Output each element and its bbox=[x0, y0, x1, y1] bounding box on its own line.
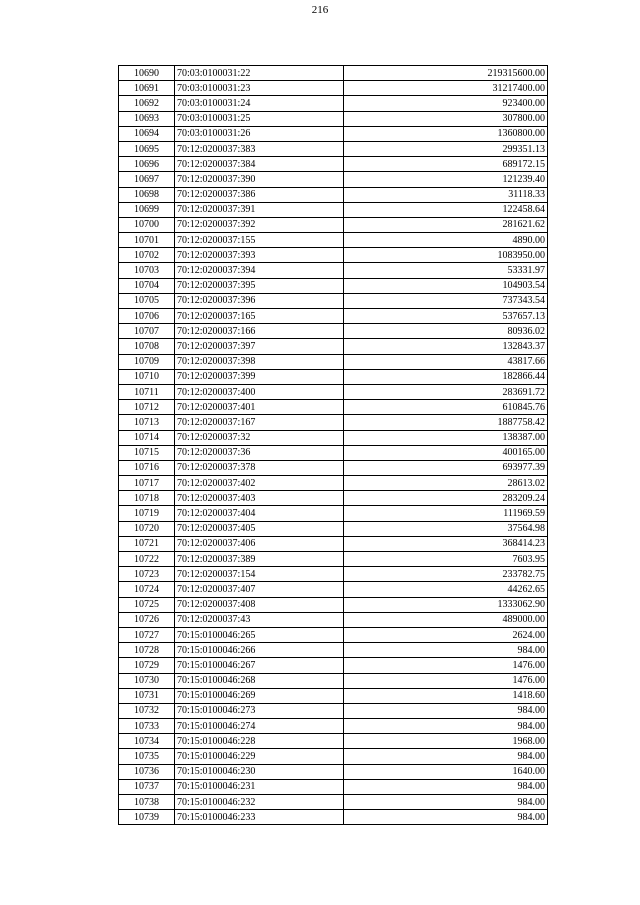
value-cell: 2624.00 bbox=[344, 627, 548, 642]
row-number-cell: 10711 bbox=[119, 384, 175, 399]
value-cell: 984.00 bbox=[344, 749, 548, 764]
cadastral-number-cell: 70:12:0200037:378 bbox=[175, 460, 344, 475]
table-row bbox=[119, 734, 548, 749]
cadastral-number-cell: 70:12:0200037:408 bbox=[175, 597, 344, 612]
value-cell: 43817.66 bbox=[344, 354, 548, 369]
cadastral-number-cell: 70:12:0200037:399 bbox=[175, 369, 344, 384]
row-number-cell: 10728 bbox=[119, 643, 175, 658]
row-number-cell: 10721 bbox=[119, 536, 175, 551]
table-row bbox=[119, 688, 548, 703]
row-number-cell: 10715 bbox=[119, 445, 175, 460]
row-number-cell: 10730 bbox=[119, 673, 175, 688]
cadastral-number-cell: 70:12:0200037:406 bbox=[175, 536, 344, 551]
row-number-cell: 10704 bbox=[119, 278, 175, 293]
cadastral-number-cell: 70:12:0200037:407 bbox=[175, 582, 344, 597]
cadastral-number-cell: 70:15:0100046:231 bbox=[175, 779, 344, 794]
table-row bbox=[119, 369, 548, 384]
cadastral-number-cell: 70:15:0100046:232 bbox=[175, 795, 344, 810]
table-row bbox=[119, 233, 548, 248]
table-row bbox=[119, 582, 548, 597]
value-cell: 28613.02 bbox=[344, 476, 548, 491]
table-row bbox=[119, 552, 548, 567]
value-cell: 219315600.00 bbox=[344, 66, 548, 81]
cadastral-number-cell: 70:12:0200037:392 bbox=[175, 217, 344, 232]
row-number-cell: 10716 bbox=[119, 460, 175, 475]
value-cell: 610845.76 bbox=[344, 400, 548, 415]
table-row bbox=[119, 202, 548, 217]
row-number-cell: 10706 bbox=[119, 309, 175, 324]
row-number-cell: 10702 bbox=[119, 248, 175, 263]
table-row bbox=[119, 400, 548, 415]
row-number-cell: 10718 bbox=[119, 491, 175, 506]
cadastral-number-cell: 70:12:0200037:390 bbox=[175, 172, 344, 187]
value-cell: 689172.15 bbox=[344, 157, 548, 172]
table-row bbox=[119, 172, 548, 187]
cadastral-number-cell: 70:12:0200037:167 bbox=[175, 415, 344, 430]
cadastral-number-cell: 70:12:0200037:395 bbox=[175, 278, 344, 293]
cadastral-number-cell: 70:12:0200037:393 bbox=[175, 248, 344, 263]
cadastral-number-cell: 70:12:0200037:397 bbox=[175, 339, 344, 354]
table-row bbox=[119, 521, 548, 536]
row-number-cell: 10717 bbox=[119, 476, 175, 491]
table-row bbox=[119, 627, 548, 642]
row-number-cell: 10697 bbox=[119, 172, 175, 187]
table-row bbox=[119, 658, 548, 673]
row-number-cell: 10724 bbox=[119, 582, 175, 597]
value-cell: 984.00 bbox=[344, 779, 548, 794]
value-cell: 1887758.42 bbox=[344, 415, 548, 430]
value-cell: 489000.00 bbox=[344, 612, 548, 627]
table-row bbox=[119, 81, 548, 96]
row-number-cell: 10708 bbox=[119, 339, 175, 354]
cadastral-number-cell: 70:12:0200037:383 bbox=[175, 141, 344, 156]
cadastral-number-cell: 70:15:0100046:266 bbox=[175, 643, 344, 658]
row-number-cell: 10703 bbox=[119, 263, 175, 278]
cadastral-number-cell: 70:15:0100046:269 bbox=[175, 688, 344, 703]
value-cell: 283691.72 bbox=[344, 384, 548, 399]
value-cell: 984.00 bbox=[344, 719, 548, 734]
cadastral-number-cell: 70:15:0100046:273 bbox=[175, 703, 344, 718]
table-row bbox=[119, 749, 548, 764]
cadastral-number-cell: 70:12:0200037:394 bbox=[175, 263, 344, 278]
cadastral-number-cell: 70:15:0100046:228 bbox=[175, 734, 344, 749]
cadastral-number-cell: 70:12:0200037:403 bbox=[175, 491, 344, 506]
row-number-cell: 10700 bbox=[119, 217, 175, 232]
row-number-cell: 10694 bbox=[119, 126, 175, 141]
table-row bbox=[119, 415, 548, 430]
cadastral-number-cell: 70:12:0200037:155 bbox=[175, 233, 344, 248]
table-row bbox=[119, 126, 548, 141]
value-cell: 1476.00 bbox=[344, 673, 548, 688]
cadastral-number-cell: 70:12:0200037:36 bbox=[175, 445, 344, 460]
row-number-cell: 10725 bbox=[119, 597, 175, 612]
cadastral-number-cell: 70:03:0100031:25 bbox=[175, 111, 344, 126]
table-row bbox=[119, 141, 548, 156]
table-row bbox=[119, 476, 548, 491]
cadastral-number-cell: 70:12:0200037:384 bbox=[175, 157, 344, 172]
table-row bbox=[119, 111, 548, 126]
value-cell: 44262.65 bbox=[344, 582, 548, 597]
value-cell: 984.00 bbox=[344, 810, 548, 825]
table-row bbox=[119, 491, 548, 506]
cadastral-number-cell: 70:12:0200037:165 bbox=[175, 309, 344, 324]
row-number-cell: 10692 bbox=[119, 96, 175, 111]
cadastral-number-cell: 70:12:0200037:166 bbox=[175, 324, 344, 339]
value-cell: 400165.00 bbox=[344, 445, 548, 460]
row-number-cell: 10727 bbox=[119, 627, 175, 642]
row-number-cell: 10732 bbox=[119, 703, 175, 718]
table-row bbox=[119, 157, 548, 172]
cadastral-number-cell: 70:12:0200037:391 bbox=[175, 202, 344, 217]
table-row bbox=[119, 719, 548, 734]
value-cell: 104903.54 bbox=[344, 278, 548, 293]
value-cell: 1418.60 bbox=[344, 688, 548, 703]
row-number-cell: 10707 bbox=[119, 324, 175, 339]
value-cell: 283209.24 bbox=[344, 491, 548, 506]
table-row bbox=[119, 293, 548, 308]
row-number-cell: 10690 bbox=[119, 66, 175, 81]
cadastral-number-cell: 70:03:0100031:26 bbox=[175, 126, 344, 141]
row-number-cell: 10734 bbox=[119, 734, 175, 749]
value-cell: 1333062.90 bbox=[344, 597, 548, 612]
cadastral-number-cell: 70:12:0200037:43 bbox=[175, 612, 344, 627]
row-number-cell: 10731 bbox=[119, 688, 175, 703]
cadastral-number-cell: 70:12:0200037:389 bbox=[175, 552, 344, 567]
value-cell: 233782.75 bbox=[344, 567, 548, 582]
table-row bbox=[119, 278, 548, 293]
value-cell: 1476.00 bbox=[344, 658, 548, 673]
cadastral-number-cell: 70:12:0200037:401 bbox=[175, 400, 344, 415]
row-number-cell: 10719 bbox=[119, 506, 175, 521]
cadastral-number-cell: 70:12:0200037:154 bbox=[175, 567, 344, 582]
value-cell: 7603.95 bbox=[344, 552, 548, 567]
cadastral-number-cell: 70:12:0200037:398 bbox=[175, 354, 344, 369]
row-number-cell: 10699 bbox=[119, 202, 175, 217]
value-cell: 368414.23 bbox=[344, 536, 548, 551]
cadastral-number-cell: 70:12:0200037:400 bbox=[175, 384, 344, 399]
value-cell: 984.00 bbox=[344, 703, 548, 718]
row-number-cell: 10713 bbox=[119, 415, 175, 430]
table-row bbox=[119, 354, 548, 369]
table-row bbox=[119, 309, 548, 324]
cadastral-number-cell: 70:12:0200037:396 bbox=[175, 293, 344, 308]
table-row bbox=[119, 597, 548, 612]
table-row bbox=[119, 567, 548, 582]
cadastral-number-cell: 70:12:0200037:404 bbox=[175, 506, 344, 521]
table-row bbox=[119, 263, 548, 278]
cadastral-number-cell: 70:03:0100031:23 bbox=[175, 81, 344, 96]
table-row bbox=[119, 643, 548, 658]
cadastral-number-cell: 70:12:0200037:386 bbox=[175, 187, 344, 202]
row-number-cell: 10691 bbox=[119, 81, 175, 96]
table-row bbox=[119, 248, 548, 263]
row-number-cell: 10714 bbox=[119, 430, 175, 445]
cadastral-number-cell: 70:12:0200037:402 bbox=[175, 476, 344, 491]
row-number-cell: 10696 bbox=[119, 157, 175, 172]
cadastral-number-cell: 70:15:0100046:265 bbox=[175, 627, 344, 642]
table-row bbox=[119, 703, 548, 718]
table-row bbox=[119, 324, 548, 339]
row-number-cell: 10695 bbox=[119, 141, 175, 156]
row-number-cell: 10705 bbox=[119, 293, 175, 308]
page-number: 216 bbox=[311, 4, 329, 16]
table-body bbox=[119, 66, 548, 825]
cadastral-number-cell: 70:12:0200037:405 bbox=[175, 521, 344, 536]
table-row bbox=[119, 460, 548, 475]
row-number-cell: 10698 bbox=[119, 187, 175, 202]
value-cell: 1083950.00 bbox=[344, 248, 548, 263]
row-number-cell: 10722 bbox=[119, 552, 175, 567]
value-cell: 299351.13 bbox=[344, 141, 548, 156]
table-row bbox=[119, 445, 548, 460]
cadastral-number-cell: 70:12:0200037:32 bbox=[175, 430, 344, 445]
row-number-cell: 10712 bbox=[119, 400, 175, 415]
cadastral-number-cell: 70:15:0100046:274 bbox=[175, 719, 344, 734]
value-cell: 31118.33 bbox=[344, 187, 548, 202]
value-cell: 984.00 bbox=[344, 643, 548, 658]
value-cell: 37564.98 bbox=[344, 521, 548, 536]
value-cell: 122458.64 bbox=[344, 202, 548, 217]
row-number-cell: 10709 bbox=[119, 354, 175, 369]
value-cell: 4890.00 bbox=[344, 233, 548, 248]
value-cell: 281621.62 bbox=[344, 217, 548, 232]
value-cell: 80936.02 bbox=[344, 324, 548, 339]
table-row bbox=[119, 779, 548, 794]
cadastral-number-cell: 70:15:0100046:268 bbox=[175, 673, 344, 688]
row-number-cell: 10710 bbox=[119, 369, 175, 384]
row-number-cell: 10733 bbox=[119, 719, 175, 734]
table-row bbox=[119, 66, 548, 81]
row-number-cell: 10726 bbox=[119, 612, 175, 627]
row-number-cell: 10720 bbox=[119, 521, 175, 536]
value-cell: 307800.00 bbox=[344, 111, 548, 126]
table-row bbox=[119, 536, 548, 551]
value-cell: 737343.54 bbox=[344, 293, 548, 308]
table-row bbox=[119, 384, 548, 399]
value-cell: 182866.44 bbox=[344, 369, 548, 384]
value-cell: 111969.59 bbox=[344, 506, 548, 521]
cadastral-number-cell: 70:15:0100046:229 bbox=[175, 749, 344, 764]
row-number-cell: 10723 bbox=[119, 567, 175, 582]
value-cell: 31217400.00 bbox=[344, 81, 548, 96]
row-number-cell: 10735 bbox=[119, 749, 175, 764]
row-number-cell: 10701 bbox=[119, 233, 175, 248]
value-cell: 1640.00 bbox=[344, 764, 548, 779]
value-cell: 132843.37 bbox=[344, 339, 548, 354]
row-number-cell: 10729 bbox=[119, 658, 175, 673]
row-number-cell: 10736 bbox=[119, 764, 175, 779]
table-row bbox=[119, 810, 548, 825]
table-row bbox=[119, 187, 548, 202]
table-row bbox=[119, 96, 548, 111]
table-row bbox=[119, 506, 548, 521]
table-row bbox=[119, 430, 548, 445]
row-number-cell: 10738 bbox=[119, 795, 175, 810]
table-row bbox=[119, 339, 548, 354]
value-cell: 1360800.00 bbox=[344, 126, 548, 141]
cadastral-number-cell: 70:03:0100031:24 bbox=[175, 96, 344, 111]
row-number-cell: 10693 bbox=[119, 111, 175, 126]
row-number-cell: 10739 bbox=[119, 810, 175, 825]
cadastral-number-cell: 70:15:0100046:233 bbox=[175, 810, 344, 825]
row-number-cell: 10737 bbox=[119, 779, 175, 794]
value-cell: 53331.97 bbox=[344, 263, 548, 278]
cadastral-value-table bbox=[118, 65, 548, 825]
cadastral-number-cell: 70:15:0100046:230 bbox=[175, 764, 344, 779]
value-cell: 984.00 bbox=[344, 795, 548, 810]
table-row bbox=[119, 612, 548, 627]
value-cell: 138387.00 bbox=[344, 430, 548, 445]
cadastral-number-cell: 70:15:0100046:267 bbox=[175, 658, 344, 673]
cadastral-number-cell: 70:03:0100031:22 bbox=[175, 66, 344, 81]
table-row bbox=[119, 217, 548, 232]
value-cell: 121239.40 bbox=[344, 172, 548, 187]
value-cell: 923400.00 bbox=[344, 96, 548, 111]
value-cell: 1968.00 bbox=[344, 734, 548, 749]
table-row bbox=[119, 673, 548, 688]
table-row bbox=[119, 764, 548, 779]
value-cell: 693977.39 bbox=[344, 460, 548, 475]
value-cell: 537657.13 bbox=[344, 309, 548, 324]
table-row bbox=[119, 795, 548, 810]
